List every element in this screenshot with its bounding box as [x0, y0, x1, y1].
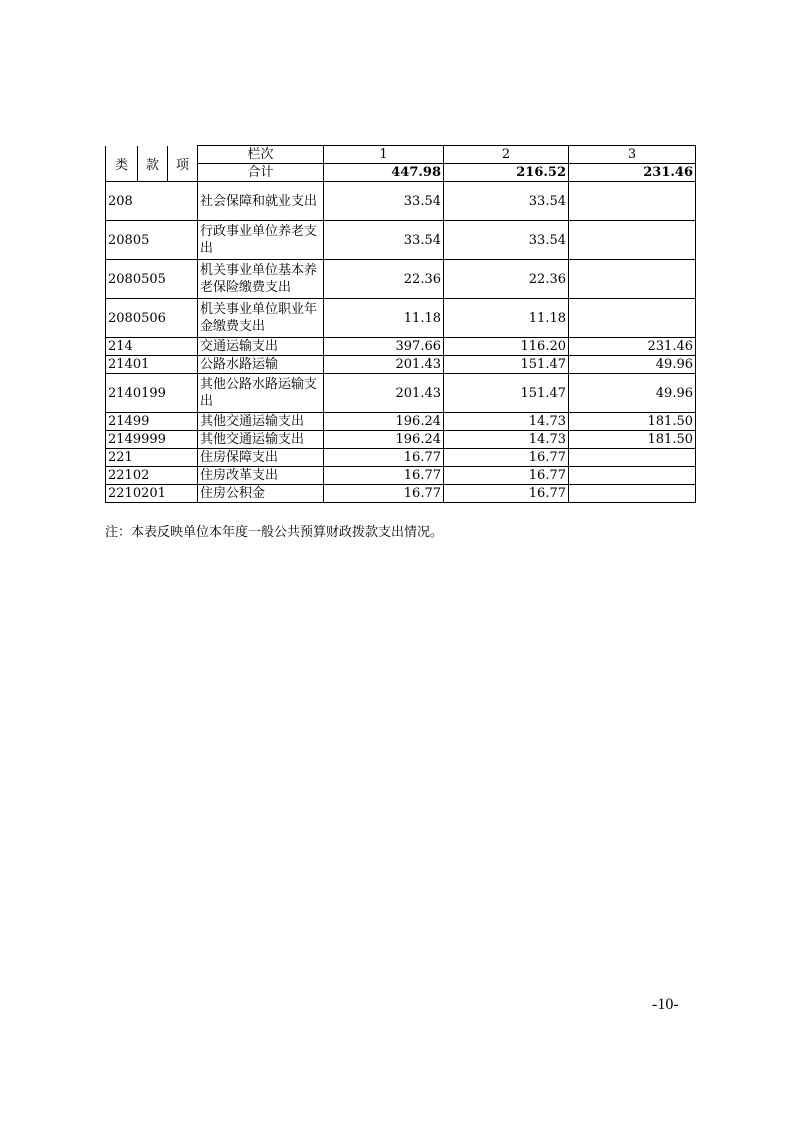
- row-code: 21401: [106, 356, 198, 374]
- table-row: [106, 260, 696, 299]
- row-value-2: 16.77: [444, 485, 569, 503]
- row-value-2: 116.20: [444, 338, 569, 356]
- header-xiang: 项: [168, 146, 198, 182]
- row-name: 其他交通运输支出: [198, 413, 324, 431]
- row-name: 其他交通运输支出: [198, 431, 324, 449]
- row-value-1: 33.54: [324, 221, 444, 260]
- row-value-3: 181.50: [569, 431, 696, 449]
- row-name: 行政事业单位养老支出: [198, 221, 324, 260]
- row-value-2: 151.47: [444, 374, 569, 413]
- row-value-1: 201.43: [324, 356, 444, 374]
- row-name: 机关事业单位职业年金缴费支出: [198, 299, 324, 338]
- row-value-1: 16.77: [324, 467, 444, 485]
- row-value-3: [569, 467, 696, 485]
- row-value-1: 397.66: [324, 338, 444, 356]
- row-value-1: 22.36: [324, 260, 444, 299]
- table-row: [106, 467, 696, 485]
- table-row: [106, 449, 696, 467]
- row-name: 其他公路水路运输支出: [198, 374, 324, 413]
- row-code: 2149999: [106, 431, 198, 449]
- header-col3: 3: [569, 146, 696, 164]
- row-value-3: 231.46: [569, 338, 696, 356]
- row-value-3: [569, 449, 696, 467]
- row-value-3: [569, 221, 696, 260]
- table-footnote: 注：本表反映单位本年度一般公共预算财政拨款支出情况。: [105, 525, 444, 540]
- row-code: 221: [106, 449, 198, 467]
- row-value-3: 49.96: [569, 374, 696, 413]
- row-name: 机关事业单位基本养老保险缴费支出: [198, 260, 324, 299]
- row-value-3: [569, 182, 696, 221]
- page-number: -10-: [652, 996, 679, 1013]
- row-value-2: 33.54: [444, 182, 569, 221]
- row-code: 20805: [106, 221, 198, 260]
- row-value-2: 14.73: [444, 413, 569, 431]
- row-code: 208: [106, 182, 198, 221]
- budget-table: [105, 145, 696, 503]
- header-row: [106, 146, 696, 164]
- table-row: [106, 182, 696, 221]
- row-code: 2140199: [106, 374, 198, 413]
- row-value-2: 16.77: [444, 467, 569, 485]
- row-value-2: 16.77: [444, 449, 569, 467]
- header-lei: 类: [106, 146, 138, 182]
- row-value-1: 16.77: [324, 449, 444, 467]
- total-label: 合计: [198, 164, 324, 182]
- row-name: 交通运输支出: [198, 338, 324, 356]
- header-col1: 1: [324, 146, 444, 164]
- table-row: [106, 485, 696, 503]
- table-row: [106, 413, 696, 431]
- row-name: 公路水路运输: [198, 356, 324, 374]
- row-value-2: 11.18: [444, 299, 569, 338]
- row-value-1: 196.24: [324, 431, 444, 449]
- row-value-2: 151.47: [444, 356, 569, 374]
- table-row: [106, 356, 696, 374]
- row-value-3: 49.96: [569, 356, 696, 374]
- row-value-2: 22.36: [444, 260, 569, 299]
- row-value-1: 11.18: [324, 299, 444, 338]
- table-row: [106, 431, 696, 449]
- row-code: 22102: [106, 467, 198, 485]
- total-value-1: 447.98: [324, 164, 444, 182]
- row-value-2: 14.73: [444, 431, 569, 449]
- table-row: [106, 338, 696, 356]
- total-value-2: 216.52: [444, 164, 569, 182]
- header-col2: 2: [444, 146, 569, 164]
- row-value-3: [569, 260, 696, 299]
- total-value-3: 231.46: [569, 164, 696, 182]
- row-code: 2080506: [106, 299, 198, 338]
- row-name: 住房改革支出: [198, 467, 324, 485]
- row-value-1: 33.54: [324, 182, 444, 221]
- row-name: 社会保障和就业支出: [198, 182, 324, 221]
- table-row: [106, 299, 696, 338]
- row-code: 214: [106, 338, 198, 356]
- row-value-3: [569, 299, 696, 338]
- row-code: 21499: [106, 413, 198, 431]
- table-row: [106, 374, 696, 413]
- row-value-1: 201.43: [324, 374, 444, 413]
- row-name: 住房保障支出: [198, 449, 324, 467]
- row-value-2: 33.54: [444, 221, 569, 260]
- header-kuan: 款: [138, 146, 168, 182]
- row-value-1: 16.77: [324, 485, 444, 503]
- row-value-3: [569, 485, 696, 503]
- header-lanci: 栏次: [198, 146, 324, 164]
- table-row: [106, 221, 696, 260]
- row-value-1: 196.24: [324, 413, 444, 431]
- row-name: 住房公积金: [198, 485, 324, 503]
- row-value-3: 181.50: [569, 413, 696, 431]
- row-code: 2080505: [106, 260, 198, 299]
- row-code: 2210201: [106, 485, 198, 503]
